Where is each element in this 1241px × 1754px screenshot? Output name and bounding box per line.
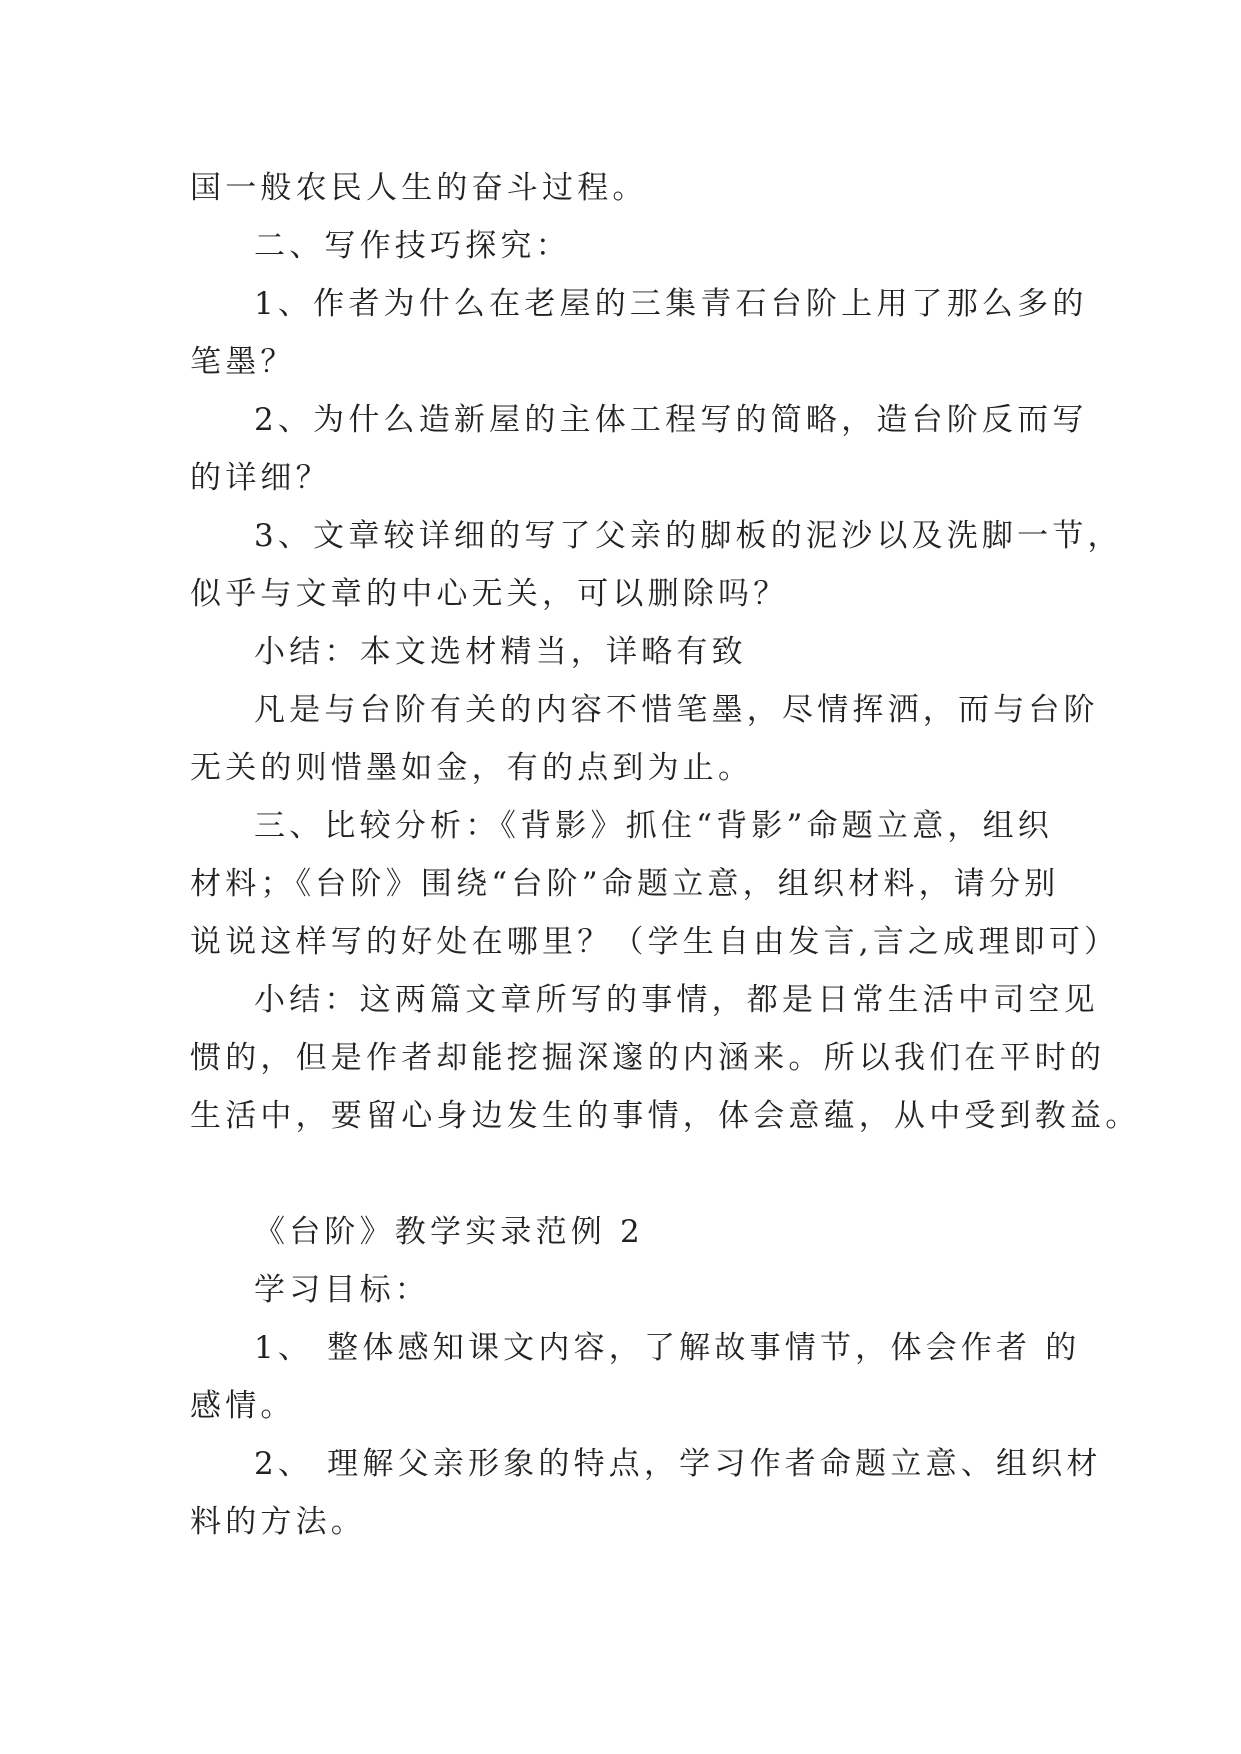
text-line: 的详细？ (190, 460, 331, 496)
section-heading: 学习目标： (254, 1272, 430, 1308)
text-line: 感情。 (190, 1388, 296, 1424)
text-line: 似乎与文章的中心无关，可以删除吗？ (190, 576, 789, 612)
document-title: 《台阶》教学实录范例 2 (254, 1214, 644, 1250)
text-line: 国一般农民人生的奋斗过程。 (190, 170, 648, 206)
text-line: 2、 理解父亲形象的特点，学习作者命题立意、组织材 (254, 1446, 1102, 1482)
text-line: 惯的，但是作者却能挖掘深邃的内涵来。所以我们在平时的 (190, 1040, 1106, 1076)
text-line: 小结：本文选材精当，详略有致 (254, 634, 747, 670)
text-line: 1、 整体感知课文内容，了解故事情节，体会作者 的 (254, 1330, 1081, 1366)
text-line: 材料；《台阶》围绕“台阶”命题立意，组织材料，请分别 (190, 866, 1060, 902)
text-line: 1、作者为什么在老屋的三集青石台阶上用了那么多的 (254, 286, 1088, 322)
text-line: 3、文章较详细的写了父亲的脚板的泥沙以及洗脚一节， (254, 518, 1123, 554)
text-line: 生活中，要留心身边发生的事情，体会意蕴，从中受到教益。 (190, 1098, 1141, 1134)
text-line: 料的方法。 (190, 1504, 366, 1540)
text-line: 说说这样写的好处在哪里？（学生自由发言,言之成理即可） (190, 924, 1120, 960)
text-line: 无关的则惜墨如金，有的点到为止。 (190, 750, 754, 786)
text-line: 笔墨？ (190, 344, 296, 380)
section-heading: 二、写作技巧探究： (254, 228, 571, 264)
text-line: 2、为什么造新屋的主体工程写的简略，造台阶反而写 (254, 402, 1088, 438)
text-line: 小结：这两篇文章所写的事情，都是日常生活中司空见 (254, 982, 1099, 1018)
section-heading: 三、比较分析：《背影》抓住“背影”命题立意，组织 (254, 808, 1053, 844)
text-line: 凡是与台阶有关的内容不惜笔墨，尽情挥洒，而与台阶 (254, 692, 1099, 728)
